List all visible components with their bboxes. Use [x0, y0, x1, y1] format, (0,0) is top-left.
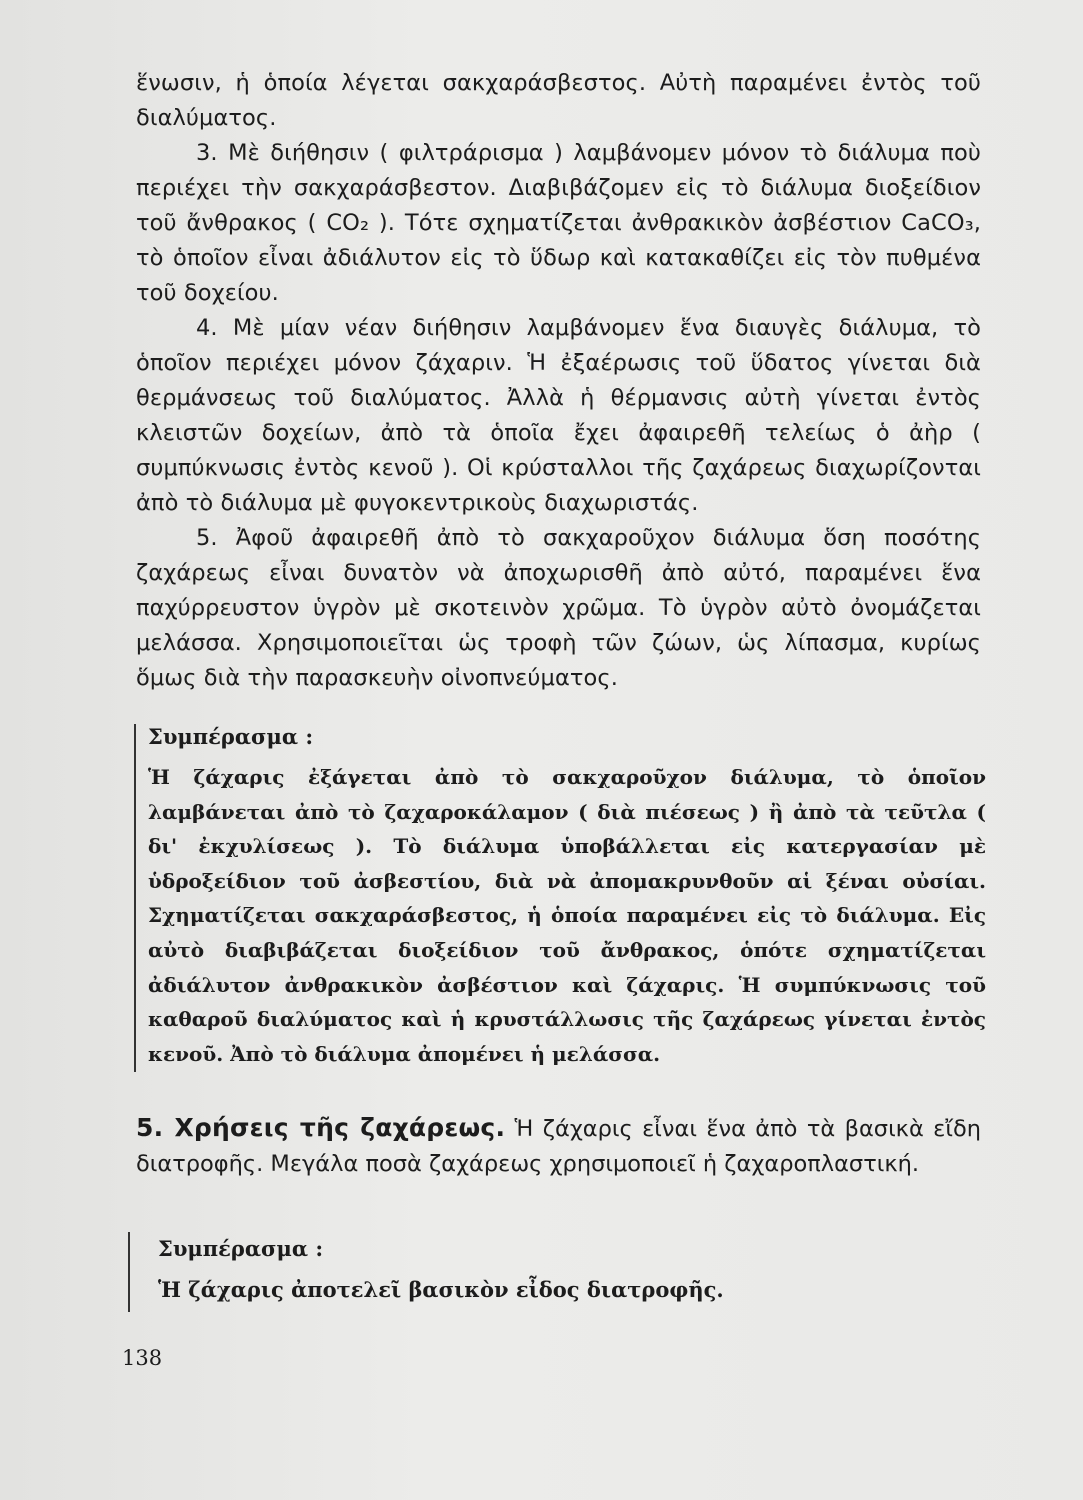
conclusion-text: Ἡ ζάχαρις ἀποτελεῖ βασικὸν εἶδος διατροφῆς. [158, 1277, 724, 1302]
section-title: 5. Χρήσεις τῆς ζαχάρεως. [136, 1113, 506, 1142]
body-text [136, 66, 981, 696]
section-paragraph [136, 1110, 981, 1182]
conclusion-box-1 [134, 724, 986, 1072]
paragraph-step-5: 5. Ἀφοῦ ἀφαιρεθῆ ἀπὸ τὸ σακχαροῦχον διάλυμα ὅση ποσότης ζαχάρεως εἶναι δυνατὸν νὰ ἀποχωρισθῆ ἀπὸ αὐτό, παραμένει ἕνα παχύρρευστον ὑγρὸν μὲ σκοτεινὸν χρῶμα. Τὸ ὑγρὸν αὐτὸ ὀνομάζεται μελάσσα. Χρησιμοποιεῖται ὡς τροφὴ τῶν ζώων, ὡς λίπασμα, κυρίως ὅμως διὰ τὴν παρασκευὴν οἰνοπνεύματος. [136, 525, 981, 691]
section-text: Ἡ ζάχαρις εἶναι ἕνα ἀπὸ τὰ βασικὰ εἴδη διατροφῆς. Μεγάλα ποσὰ ζαχάρεως χρησιμοποιεῖ ἡ ζαχαροπλαστική. [136, 1116, 981, 1177]
conclusion-box-2 [128, 1232, 958, 1312]
paragraph-continuation: ἕνωσιν, ἡ ὁποία λέγεται σακχαράσβεστος. Αὐτὴ παραμένει ἐντὸς τοῦ διαλύματος. [136, 70, 981, 131]
paragraph-step-4: 4. Μὲ μίαν νέαν διήθησιν λαμβάνομεν ἕνα διαυγὲς διάλυμα, τὸ ὁποῖον περιέχει μόνον ζάχαριν. Ἡ ἐξαέρωσις τοῦ ὕδατος γίνεται διὰ θερμάνσεως τοῦ διαλύματος. Ἀλλὰ ἡ θέρμανσις αὐτὴ γίνεται ἐντὸς κλειστῶν δοχείων, ἀπὸ τὰ ὁποῖα ἔχει ἀφαιρεθῆ τελείως ὁ ἀὴρ ( συμπύκνωσις ἐντὸς κενοῦ ). Οἱ κρύσταλλοι τῆς ζαχάρεως διαχωρίζονται ἀπὸ τὸ διάλυμα μὲ φυγοκεντρικοὺς διαχωριστάς. [136, 315, 981, 516]
conclusion-heading: Συμπέρασμα : [158, 1236, 324, 1261]
paragraph-step-3: 3. Μὲ διήθησιν ( φιλτράρισμα ) λαμβάνομεν μόνον τὸ διάλυμα ποὺ περιέχει τὴν σακχαράσβεστον. Διαβιβάζομεν εἰς τὸ διάλυμα διοξείδιον τοῦ ἄνθρακος ( CO₂ ). Τότε σχηματίζεται ἀνθρακικὸν ἀσβέστιον CaCO₃, τὸ ὁποῖον εἶναι ἀδιάλυτον εἰς τὸ ὕδωρ καὶ κατακαθίζει εἰς τὸν πυθμένα τοῦ δοχείου. [136, 140, 981, 306]
conclusion-text: Ἡ ζάχαρις ἐξάγεται ἀπὸ τὸ σακχαροῦχον διάλυμα, τὸ ὁποῖον λαμβάνεται ἀπὸ τὸ ζαχαροκάλαμον ( διὰ πιέσεως ) ἢ ἀπὸ τὰ τεῦτλα ( δι' ἐκχυλίσεως ). Τὸ διάλυμα ὑποβάλλεται εἰς κατεργασίαν μὲ ὑδροξείδιον τοῦ ἀσβεστίου, διὰ νὰ ἀπομακρυνθοῦν αἱ ξέναι οὐσίαι. Σχηματίζεται σακχαράσβεστος, ἡ ὁποία παραμένει εἰς τὸ διάλυμα. Εἰς αὐτὸ διαβιβάζεται διοξείδιον τοῦ ἄνθρακος, ὁπότε σχηματίζεται ἀδιάλυτον ἀνθρακικὸν ἀσβέστιον καὶ ζάχαρις. Ἡ συμπύκνωσις τοῦ καθαροῦ διαλύματος καὶ ἡ κρυστάλλωσις τῆς ζαχάρεως γίνεται ἐντὸς κενοῦ. Ἀπὸ τὸ διάλυμα ἀπομένει ἡ μελάσσα. [148, 765, 986, 1066]
section-uses-of-sugar [136, 1110, 981, 1182]
conclusion-heading: Συμπέρασμα : [148, 724, 314, 749]
page-number: 138 [122, 1346, 163, 1370]
